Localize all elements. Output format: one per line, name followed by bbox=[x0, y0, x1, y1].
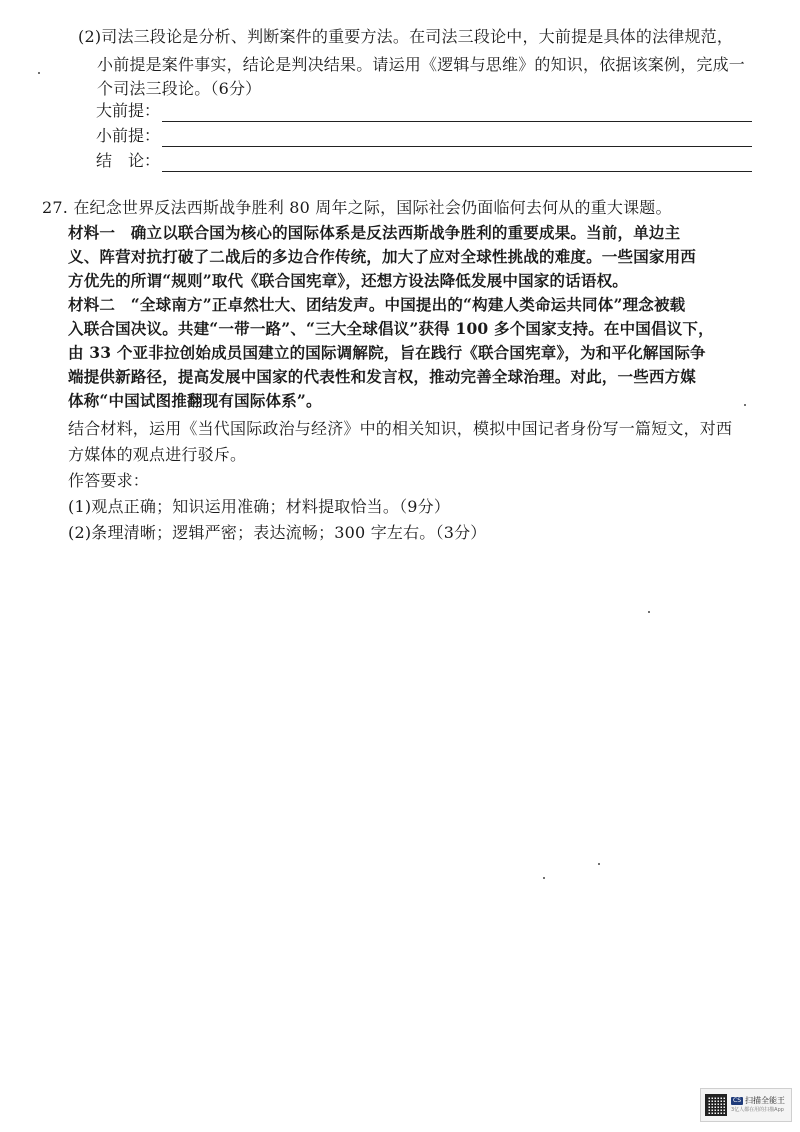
scan-speck bbox=[744, 404, 746, 406]
conclusion-line[interactable] bbox=[162, 155, 752, 172]
scanner-app-name: 扫描全能王 bbox=[745, 1096, 785, 1105]
major-premise-blank[interactable] bbox=[96, 100, 752, 122]
minor-premise-blank[interactable] bbox=[96, 125, 752, 147]
q27-stem: 27. 在纪念世界反法西斯战争胜利 80 周年之际，国际社会仍面临何去何从的重大课题。 bbox=[42, 198, 672, 217]
scan-speck bbox=[38, 72, 40, 74]
q26-part2-line-2: 小前提是案件事实，结论是判决结果。请运用《逻辑与思维》的知识，依据该案例，完成一 bbox=[97, 55, 746, 74]
requirements-title: 作答要求： bbox=[68, 471, 150, 490]
q26-part2-line-3: 个司法三段论。（6分） bbox=[97, 79, 262, 98]
material1-line-2: 义、阵营对抗打破了二战后的多边合作传统，加大了应对全球性挑战的难度。一些国家用西 bbox=[68, 247, 697, 266]
requirement-2: (2)条理清晰；逻辑严密；表达流畅；300 字左右。（3分） bbox=[68, 523, 487, 542]
scanner-watermark bbox=[700, 1088, 792, 1122]
requirement-1: (1)观点正确；知识运用准确；材料提取恰当。（9分） bbox=[68, 497, 451, 516]
scanner-tagline: 3亿人都在用的扫描App bbox=[731, 1107, 784, 1113]
scan-speck bbox=[543, 877, 545, 879]
material2-line-1: 材料二 “全球南方”正卓然壮大、团结发声。中国提出的“构建人类命运共同体”理念被载 bbox=[68, 295, 686, 314]
qr-code-icon bbox=[705, 1094, 727, 1116]
conclusion-label: 结 论： bbox=[96, 151, 161, 170]
task-line-1: 结合材料，运用《当代国际政治与经济》中的相关知识，模拟中国记者身份写一篇短文，对西 bbox=[68, 419, 733, 438]
cs-logo-icon: CS bbox=[733, 1097, 741, 1104]
major-premise-label: 大前提： bbox=[96, 101, 161, 120]
scan-speck bbox=[648, 611, 650, 613]
conclusion-blank[interactable] bbox=[96, 150, 752, 172]
scan-speck bbox=[598, 863, 600, 865]
material2-line-5: 体称“中国试图推翻现有国际体系”。 bbox=[68, 391, 322, 410]
task-line-2: 方媒体的观点进行驳斥。 bbox=[68, 445, 247, 464]
minor-premise-label: 小前提： bbox=[96, 126, 161, 145]
minor-premise-line[interactable] bbox=[162, 130, 752, 147]
scanner-watermark-text bbox=[731, 1096, 785, 1114]
material1-line-1: 材料一 确立以联合国为核心的国际体系是反法西斯战争胜利的重要成果。当前，单边主 bbox=[68, 223, 681, 242]
material2-line-4: 端提供新路径，提高发展中国家的代表性和发言权，推动完善全球治理。对此，一些西方媒 bbox=[68, 367, 697, 386]
q26-part2-line-1: (2)司法三段论是分析、判断案件的重要方法。在司法三段论中，大前提是具体的法律规范， bbox=[78, 27, 734, 46]
material1-line-3: 方优先的所谓“规则”取代《联合国宪章》，还想方设法降低发展中国家的话语权。 bbox=[68, 271, 628, 290]
material2-line-2: 入联合国决议。共建“一带一路”、“三大全球倡议”获得 100 多个国家支持。在中国倡议下， bbox=[68, 319, 714, 338]
major-premise-line[interactable] bbox=[162, 105, 752, 122]
material2-line-3: 由 33 个亚非拉创始成员国建立的国际调解院，旨在践行《联合国宪章》，为和平化解国际争 bbox=[68, 343, 706, 362]
